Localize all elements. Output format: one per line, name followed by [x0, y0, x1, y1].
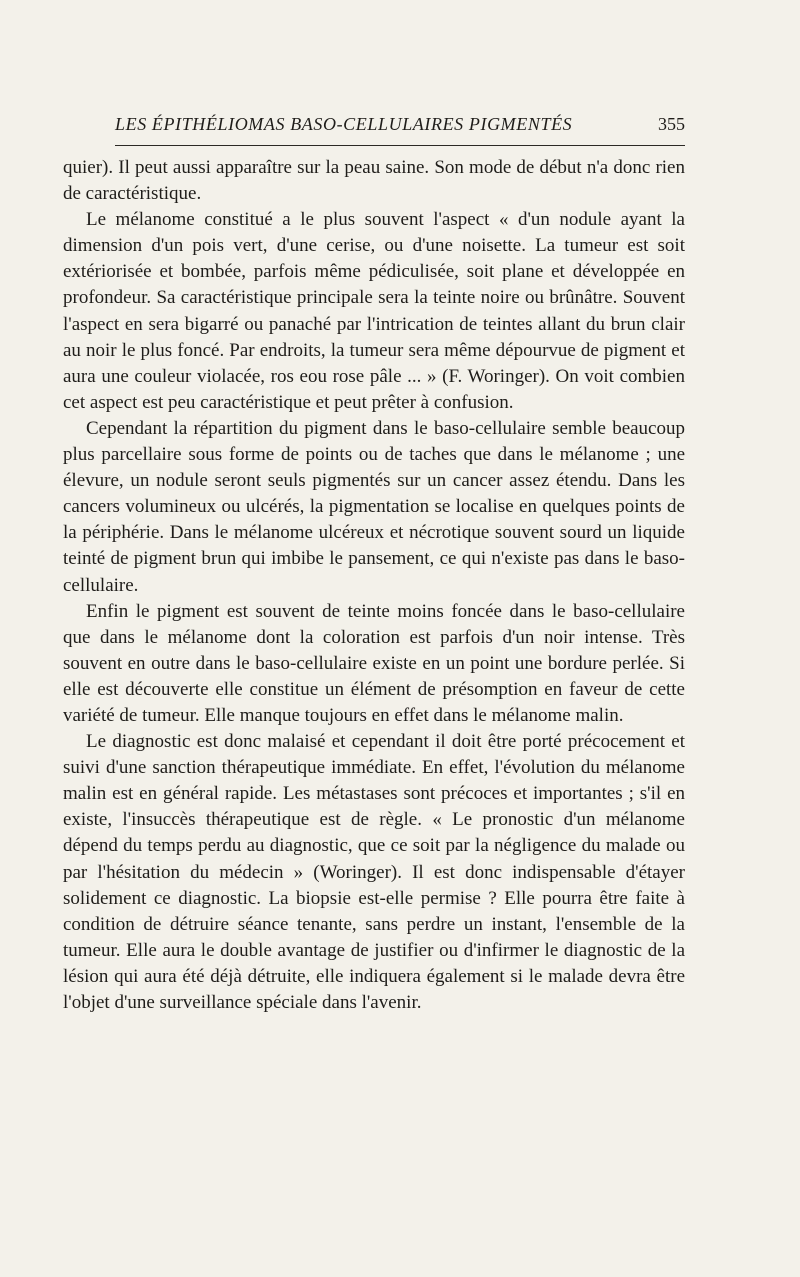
paragraph-diagnosis: Le diagnostic est donc malaisé et cependant il doit être porté précocement et suivi d'une sanction thérapeutique immédiate. En effet, l'évolution du mélanome malin est en général rapide. Les métastases sont précoces et importantes ; s'il en existe, l'insuccès thérapeutique est de règle. « Le pronostic d'un mélanome dépend du temps perdu au diagnostic, que ce soit par la négligence du malade ou par l'hésitation du médecin » (Woringer). Il est donc indispensable d'étayer solidement ce diagnostic. La biopsie est-elle permise ? Elle pourra être faite à condition de détruire séance tenante, sans perdre un instant, l'ensemble de la tumeur. Elle aura le double avantage de justifier ou d'infirmer le diagnostic de la lésion qui aura été déjà détruite, elle indiquera également si le malade devra être l'objet d'une surveillance spéciale dans l'avenir. — [63, 731, 685, 1013]
running-title: LES ÉPITHÉLIOMAS BASO-CELLULAIRES PIGMENTÉS — [115, 114, 573, 134]
header-rule — [115, 145, 685, 146]
running-head — [115, 111, 685, 139]
page-number: 355 — [658, 114, 685, 134]
paragraph-continuation: quier). Il peut aussi apparaître sur la peau saine. Son mode de début n'a donc rien de caractéristique. — [63, 157, 685, 205]
paragraph-pigment-shade: Enfin le pigment est souvent de teinte moins foncée dans le baso-cellulaire que dans le mélanome dont la coloration est parfois d'un noir intense. Très souvent en outre dans le baso-cellulaire existe en un point une bordure perlée. Si elle est découverte elle constitue un élément de présomption en faveur de cette variété de tumeur. Elle manque toujours en effet dans le mélanome malin. — [63, 600, 685, 726]
body-text — [63, 155, 685, 1016]
paragraph-melanoma-aspect: Le mélanome constitué a le plus souvent l'aspect « d'un nodule ayant la dimension d'un pois vert, d'une cerise, ou d'une noisette. La tumeur est soit extériorisée et bombée, parfois même pédiculisée, soit plane et développée en profondeur. Sa caractéristique principale sera la teinte noire ou brûnâtre. Souvent l'aspect en sera bigarré ou panaché par l'intrication de teintes allant du brun clair au noir le plus foncé. Par endroits, la tumeur sera même dépourvue de pigment et aura une couleur violacée, ros eou rose pâle ... » (F. Woringer). On voit combien cet aspect est peu caractéristique et peut prêter à confusion. — [63, 209, 685, 413]
paragraph-pigment-distribution: Cependant la répartition du pigment dans le baso-cellulaire semble beaucoup plus parcellaire sous forme de points ou de taches que dans le mélanome ; une élevure, un nodule seront seuls pigmentés sur un cancer assez étendu. Dans les cancers volumineux ou ulcérés, la pigmentation se localise en quelques points de la périphérie. Dans le mélanome ulcéreux et nécrotique souvent sourd un liquide teinté de pigment brun qui imbibe le pansement, ce qui n'existe pas dans le baso-cellulaire. — [63, 417, 685, 596]
